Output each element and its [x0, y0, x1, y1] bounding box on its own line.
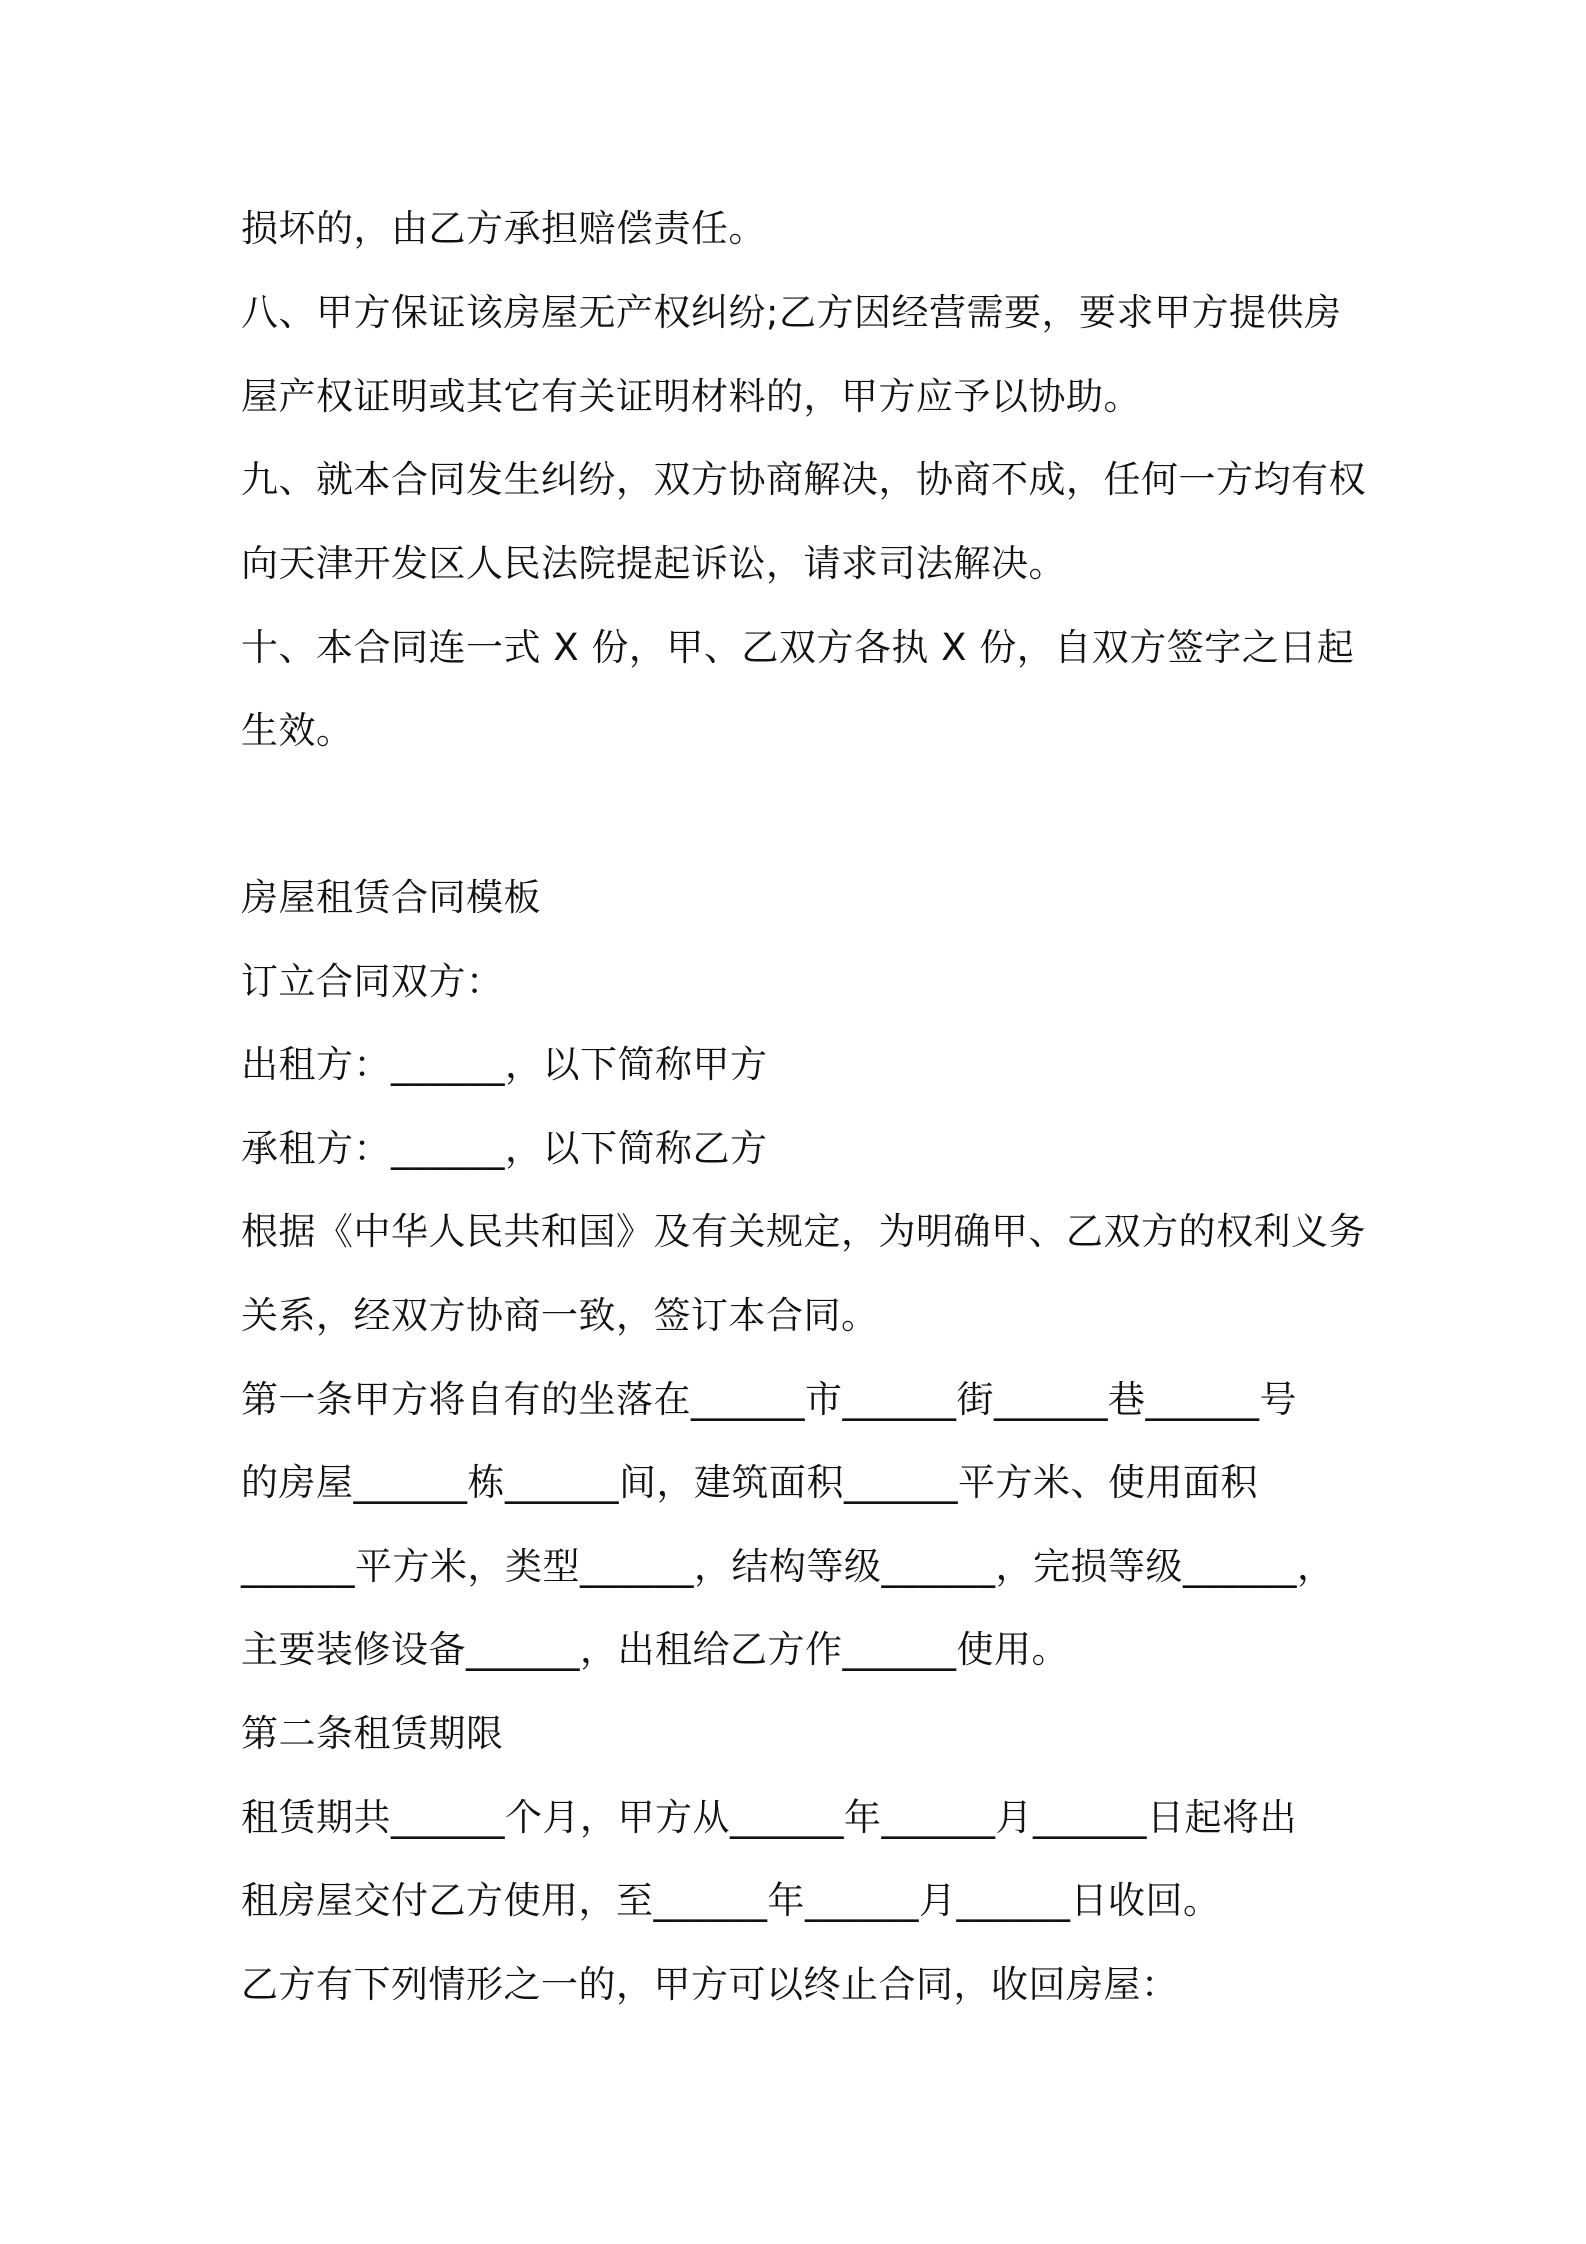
text-line: 租房屋交付乙方使用，至______年______月______日收回。 [241, 1879, 1221, 1922]
text-line: 生效。 [241, 709, 354, 752]
text-line: 关系，经双方协商一致，签订本合同。 [241, 1294, 879, 1337]
text-line: 主要装修设备______，出租给乙方作______使用。 [241, 1628, 1069, 1671]
text-line: 第二条租赁期限 [241, 1712, 504, 1755]
text-line: 订立合同双方： [241, 960, 504, 1003]
text-line: 根据《中华人民共和国》及有关规定，为明确甲、乙双方的权利义务 [241, 1210, 1366, 1253]
text-line: 第一条甲方将自有的坐落在______市______街______巷______号 [241, 1378, 1297, 1421]
text-line: 八、甲方保证该房屋无产权纠纷;乙方因经营需要，要求甲方提供房 [241, 291, 1342, 334]
text-line: 九、就本合同发生纠纷，双方协商解决，协商不成，任何一方均有权 [241, 458, 1366, 501]
section-title: 房屋租赁合同模板 [241, 876, 541, 919]
text-line: 租赁期共______个月，甲方从______年______月______日起将出 [241, 1796, 1297, 1839]
text-line: 十、本合同连一式 X 份，甲、乙双方各执 X 份，自双方签字之日起 [241, 626, 1355, 669]
text-line: 屋产权证明或其它有关证明材料的，甲方应予以协助。 [241, 375, 1141, 418]
text-line: 的房屋______栋______间，建筑面积______平方米、使用面积 [241, 1461, 1258, 1504]
text-line: 乙方有下列情形之一的，甲方可以终止合同，收回房屋： [241, 1963, 1179, 2006]
text-line: 向天津开发区人民法院提起诉讼，请求司法解决。 [241, 542, 1066, 585]
text-line: 损坏的，由乙方承担赔偿责任。 [241, 207, 766, 250]
text-line: ______平方米，类型______，结构等级______，完损等级______， [241, 1545, 1335, 1588]
text-line: 出租方：______，以下简称甲方 [241, 1043, 768, 1086]
text-line: 承租方：______，以下简称乙方 [241, 1127, 768, 1170]
